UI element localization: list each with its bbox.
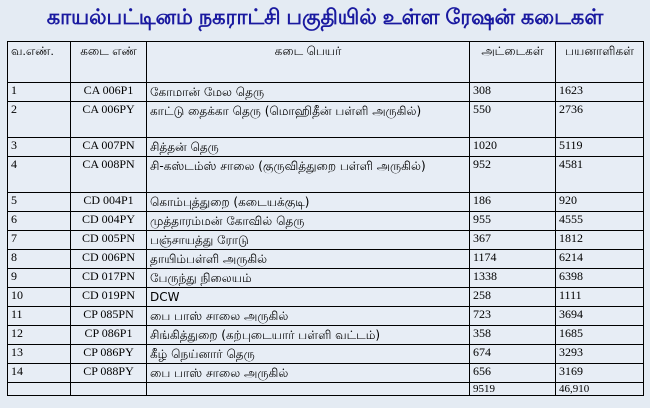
table-row: [8, 138, 644, 157]
cell-cards: 723: [470, 307, 556, 326]
cell-shop-name: DCW: [147, 288, 470, 307]
cell-beneficiaries: 6398: [556, 269, 644, 288]
cell-shop-code: CD 019PN: [71, 288, 147, 307]
cell-shop-name: தாயிம்பள்ளி அருகில்: [147, 250, 470, 269]
cell-serial-number: 12: [8, 326, 71, 345]
cell-shop-name: பஞ்சாயத்து ரோடு: [147, 231, 470, 250]
cell-shop-name: முத்தாரம்மன் கோவில் தெரு: [147, 212, 470, 231]
cell-shop-code: CA 006PY: [71, 102, 147, 138]
cell-serial-number: 10: [8, 288, 71, 307]
cell-shop-code: CA 007PN: [71, 138, 147, 157]
cell-serial-number: 3: [8, 138, 71, 157]
cell-shop-name: சித்தன் தெரு: [147, 138, 470, 157]
table-row: [8, 345, 644, 364]
cell-beneficiaries: 6214: [556, 250, 644, 269]
cell-cards: 186: [470, 193, 556, 212]
cell-shop-code: CD 004PY: [71, 212, 147, 231]
cell-shop-name: பை பாஸ் சாலை அருகில்: [147, 364, 470, 383]
cell-serial-number: 4: [8, 157, 71, 193]
cell-cards: 258: [470, 288, 556, 307]
cell-cards: 550: [470, 102, 556, 138]
header-shop-name: கடை பெயர்: [147, 42, 470, 83]
cell-shop-code: CD 004P1: [71, 193, 147, 212]
cell-serial-number: 6: [8, 212, 71, 231]
cell-shop-name: பேருந்து நிலையம்: [147, 269, 470, 288]
cell-beneficiaries: 1685: [556, 326, 644, 345]
table-row: [8, 157, 644, 193]
cell-beneficiaries: 3694: [556, 307, 644, 326]
table-row: [8, 250, 644, 269]
header-serial-number: வ.எண்.: [8, 42, 71, 83]
table-row: [8, 288, 644, 307]
cell-cards: 1174: [470, 250, 556, 269]
cell-cards: 1020: [470, 138, 556, 157]
header-beneficiaries: பயனாளிகள்: [556, 42, 644, 83]
cell-shop-name: கீழ் நெய்னார் தெரு: [147, 345, 470, 364]
cell-shop-name: சிங்கித்துறை (கற்புடையார் பள்ளி வட்டம்): [147, 326, 470, 345]
cell-shop-name: கொம்புத்துறை (கடையக்குடி): [147, 193, 470, 212]
cell-beneficiaries: 4581: [556, 157, 644, 193]
cell-beneficiaries: 5119: [556, 138, 644, 157]
cell-cards: 1338: [470, 269, 556, 288]
cell-serial-number: 14: [8, 364, 71, 383]
table-row: [8, 102, 644, 138]
table-row: [8, 83, 644, 102]
total-beneficiaries: 46,910: [556, 383, 644, 396]
table-row: [8, 364, 644, 383]
cell-beneficiaries: 1111: [556, 288, 644, 307]
ration-shops-table: [7, 41, 644, 396]
cell-serial-number: 13: [8, 345, 71, 364]
cell-beneficiaries: 4555: [556, 212, 644, 231]
cell-shop-code: CD 005PN: [71, 231, 147, 250]
header-shop-code: கடை எண்: [71, 42, 147, 83]
cell-shop-code: CA 006P1: [71, 83, 147, 102]
cell-shop-code: CP 086PY: [71, 345, 147, 364]
cell-beneficiaries: 920: [556, 193, 644, 212]
table-row: [8, 269, 644, 288]
cell-serial-number: 5: [8, 193, 71, 212]
cell-shop-code: CA 008PN: [71, 157, 147, 193]
table-header-row: [8, 42, 644, 83]
cell-shop-code: CD 006PN: [71, 250, 147, 269]
cell-cards: 656: [470, 364, 556, 383]
cell-beneficiaries: 1623: [556, 83, 644, 102]
total-cards: 9519: [470, 383, 556, 396]
cell-shop-name: காட்டு தைக்கா தெரு (மொஹிதீன் பள்ளி அருகில்): [147, 102, 470, 138]
cell-cards: 674: [470, 345, 556, 364]
cell-shop-code: CP 085PN: [71, 307, 147, 326]
table-row: [8, 326, 644, 345]
cell-serial-number: 8: [8, 250, 71, 269]
cell-beneficiaries: 2736: [556, 102, 644, 138]
cell-cards: 955: [470, 212, 556, 231]
cell-serial-number: 9: [8, 269, 71, 288]
page-title: காயல்பட்டினம் நகராட்சி பகுதியில் உள்ள ரேஷன் கடைகள்: [46, 6, 604, 29]
cell-shop-code: CP 088PY: [71, 364, 147, 383]
table-row: [8, 212, 644, 231]
cell-beneficiaries: 3293: [556, 345, 644, 364]
cell-cards: 358: [470, 326, 556, 345]
cell-serial-number: 7: [8, 231, 71, 250]
cell-empty: [8, 383, 71, 396]
cell-shop-name: பை பாஸ் சாலை அருகில்: [147, 307, 470, 326]
table-row: [8, 307, 644, 326]
cell-beneficiaries: 1812: [556, 231, 644, 250]
cell-cards: 308: [470, 83, 556, 102]
cell-serial-number: 1: [8, 83, 71, 102]
cell-shop-code: CP 086P1: [71, 326, 147, 345]
cell-empty: [71, 383, 147, 396]
header-cards: அட்டைகள்: [470, 42, 556, 83]
cell-shop-name: கோமான் மேல தெரு: [147, 83, 470, 102]
cell-cards: 367: [470, 231, 556, 250]
table-row: [8, 193, 644, 212]
cell-cards: 952: [470, 157, 556, 193]
cell-serial-number: 2: [8, 102, 71, 138]
cell-empty: [147, 383, 470, 396]
cell-shop-name: சி-கஸ்டம்ஸ் சாலை (குருவித்துறை பள்ளி அருகில்): [147, 157, 470, 193]
totals-row: [8, 383, 644, 396]
cell-beneficiaries: 3169: [556, 364, 644, 383]
cell-serial-number: 11: [8, 307, 71, 326]
cell-shop-code: CD 017PN: [71, 269, 147, 288]
table-row: [8, 231, 644, 250]
